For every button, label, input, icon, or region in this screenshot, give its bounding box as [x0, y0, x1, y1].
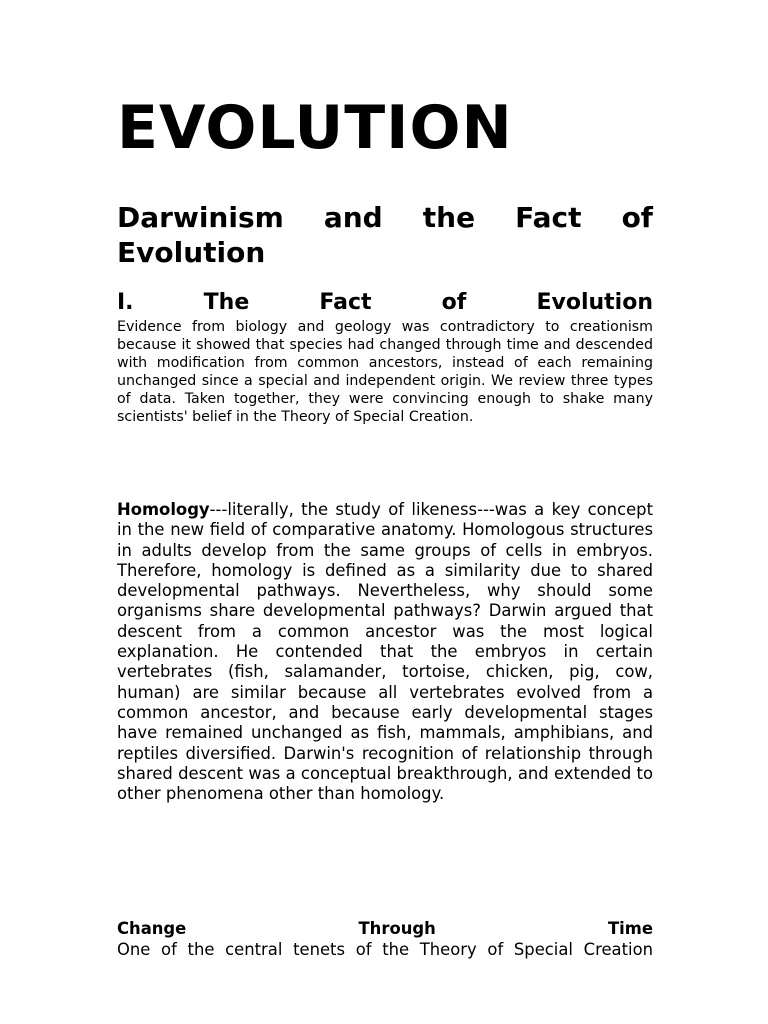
- document-subtitle: Darwinism and the Fact of Evolution: [117, 201, 653, 269]
- change-through-time-paragraph: One of the central tenets of the Theory of Special Creation: [117, 940, 653, 959]
- intro-paragraph: Evidence from biology and geology was contradictory to creationism because it showed that species had changed through time and descended with modification from common ancestors, instead of each remaining unchanged since a special and independent origin. We review three types of data. Taken together, they were convincing enough to shake many scientists' belief in the Theory of Special Creation.: [117, 319, 653, 425]
- homology-paragraph: [117, 500, 653, 804]
- document-title: EVOLUTION: [117, 93, 513, 163]
- section-heading-fact-of-evolution: I. The Fact of Evolution: [117, 290, 653, 315]
- homology-text: ---literally, the study of likeness---was a key concept in the new field of comparative anatomy. Homologous structures in adults develop from the same groups of cells in embryos. Therefore, homology is defined as a similarity due to shared developmental pathways. Nevertheless, why should some organisms share developmental pathways? Darwin argued that descent from a common ancestor was the most logical explanation. He contended that the embryos in certain vertebrates (fish, salamander, tortoise, chicken, pig, cow, human) are similar because all vertebrates evolved from a common ancestor, and because early developmental stages have remained unchanged as fish, mammals, amphibians, and reptiles diversified. Darwin's recognition of relationship through shared descent was a conceptual breakthrough, and extended to other phenomena other than homology.: [117, 500, 653, 804]
- change-through-time-heading: Change Through Time: [117, 919, 653, 938]
- homology-term: Homology: [117, 500, 210, 519]
